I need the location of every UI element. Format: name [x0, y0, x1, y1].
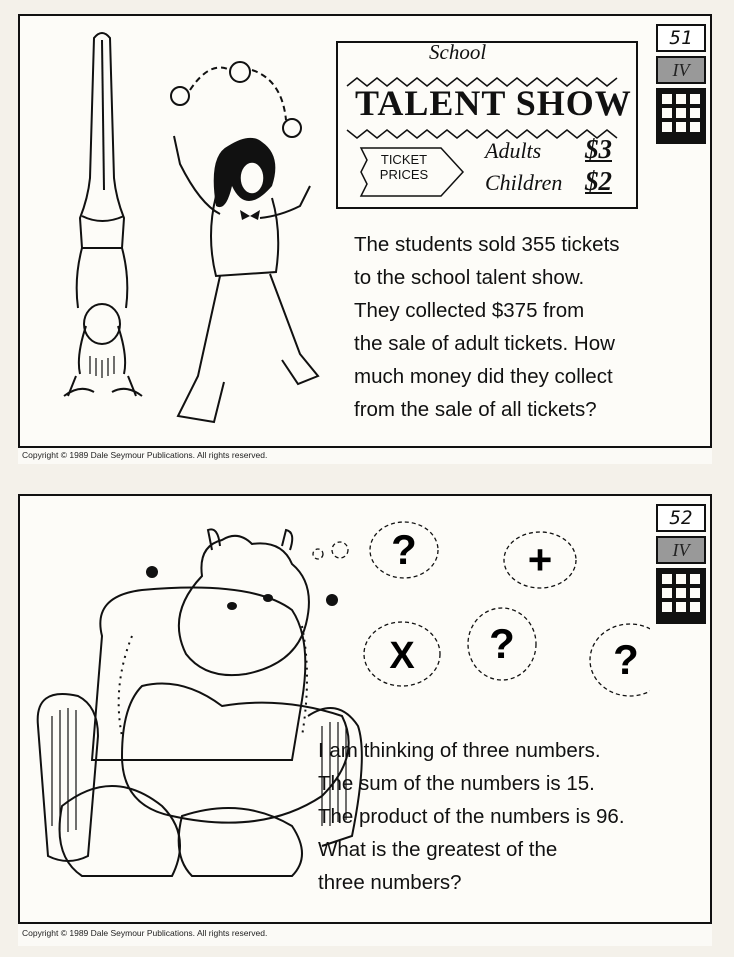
card-frame	[18, 14, 712, 448]
grid-icon	[656, 568, 706, 624]
bubble-question-2: ?	[489, 620, 515, 667]
bubble-question-3: ?	[613, 636, 639, 683]
problem-line: from the sale of all tickets?	[354, 398, 597, 421]
problem-card-52	[18, 494, 712, 946]
adults-label: Adults	[485, 138, 542, 163]
card-frame	[18, 494, 712, 924]
problem-text	[318, 734, 625, 899]
juggler-illustration	[160, 46, 330, 436]
problem-line: the sale of adult tickets. How	[354, 332, 615, 355]
card-number-badge	[652, 496, 710, 632]
card-number: 52	[656, 504, 706, 532]
sign-title: TALENT SHOW	[355, 83, 632, 123]
talent-show-sign	[333, 36, 643, 216]
ticket-prices-label: TICKET PRICES	[379, 152, 429, 182]
problem-text	[354, 228, 620, 426]
grid-icon	[656, 88, 706, 144]
problem-line: three numbers?	[318, 871, 462, 894]
sign-school-text: School	[429, 40, 487, 64]
problem-line: to the school talent show.	[354, 266, 585, 289]
level-indicator: IV	[656, 56, 706, 84]
children-label: Children	[485, 170, 563, 195]
level-indicator: IV	[656, 536, 706, 564]
problem-line: I am thinking of three numbers.	[318, 739, 601, 762]
handstand-gymnast-illustration	[46, 26, 156, 406]
bubble-plus: +	[527, 536, 553, 583]
children-price: $2	[585, 166, 612, 196]
problem-card-51	[18, 14, 712, 464]
problem-line: The sum of the numbers is 15.	[318, 772, 595, 795]
bubble-times: X	[389, 635, 415, 677]
copyright-text: Copyright © 1989 Dale Seymour Publications. All rights reserved.	[22, 928, 268, 938]
problem-line: The product of the numbers is 96.	[318, 805, 625, 828]
bubble-question-1: ?	[391, 526, 417, 573]
card-number: 51	[656, 24, 706, 52]
problem-line: What is the greatest of the	[318, 838, 558, 861]
copyright-text: Copyright © 1989 Dale Seymour Publications. All rights reserved.	[22, 450, 268, 460]
problem-line: much money did they collect	[354, 365, 613, 388]
adults-price: $3	[585, 134, 612, 164]
problem-line: They collected $375 from	[354, 299, 585, 322]
card-number-badge	[652, 16, 710, 152]
thought-bubbles-illustration	[310, 514, 650, 714]
problem-line: The students sold 355 tickets	[354, 233, 620, 256]
